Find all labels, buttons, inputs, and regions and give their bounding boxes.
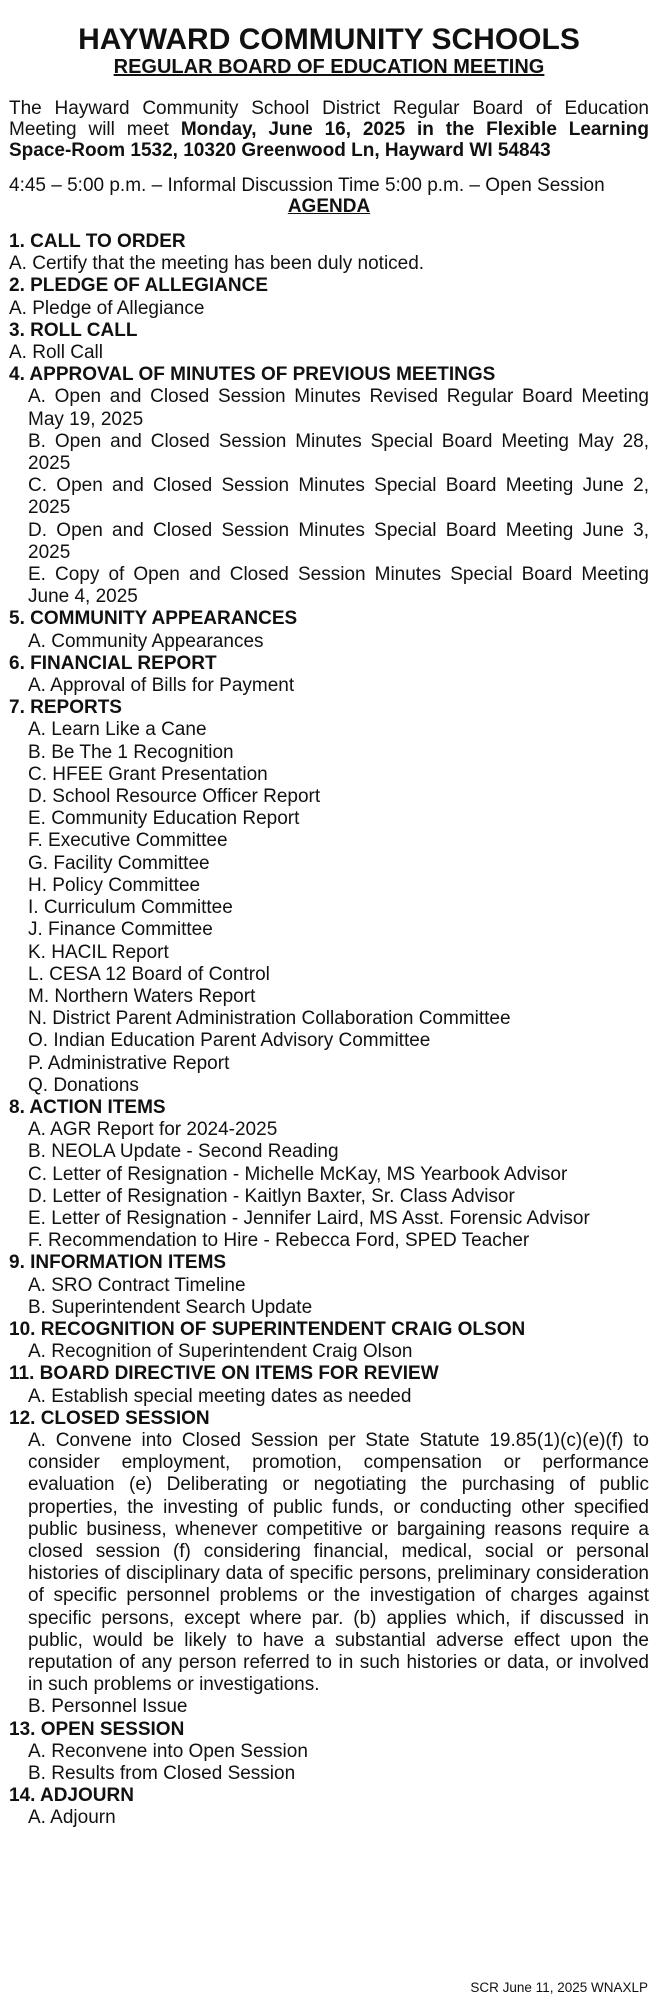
agenda-item: M. Northern Waters Report (28, 985, 256, 1007)
agenda-item: N. District Parent Administration Collaboration Committee (28, 1008, 511, 1030)
agenda-section-title: 10. RECOGNITION OF SUPERINTENDENT CRAIG OLSON (9, 1318, 526, 1340)
agenda-item: O. Indian Education Parent Advisory Committee (28, 1030, 431, 1052)
agenda-section-title: 8. ACTION ITEMS (9, 1096, 166, 1118)
agenda-section-title: 2. PLEDGE OF ALLEGIANCE (9, 275, 268, 297)
agenda-section-title: 9. INFORMATION ITEMS (9, 1252, 227, 1274)
agenda-item: L. CESA 12 Board of Control (28, 963, 270, 985)
agenda-item: D. Letter of Resignation - Kaitlyn Baxter, Sr. Class Advisor (28, 1185, 515, 1207)
page-subtitle: REGULAR BOARD OF EDUCATION MEETING (113, 56, 545, 78)
agenda-item: A. Adjourn (28, 1807, 116, 1829)
agenda-item: C. Open and Closed Session Minutes Special Board Meeting June 2, 2025 (28, 475, 649, 519)
agenda-section-title: 7. REPORTS (9, 697, 122, 719)
agenda-section (9, 1408, 649, 1719)
agenda-item: C. Letter of Resignation - Michelle McKay, MS Yearbook Advisor (28, 1163, 568, 1185)
agenda-item: H. Policy Committee (28, 874, 201, 896)
agenda-item: A. Establish special meeting dates as needed (28, 1385, 412, 1407)
agenda-item: P. Administrative Report (28, 1052, 230, 1074)
agenda-item: C. HFEE Grant Presentation (28, 763, 268, 785)
agenda-item: D. Open and Closed Session Minutes Special Board Meeting June 3, 2025 (28, 519, 649, 563)
agenda-item: B. Results from Closed Session (28, 1763, 296, 1785)
agenda-item: A. Reconvene into Open Session (28, 1740, 308, 1762)
agenda-item: A. Roll Call (9, 342, 103, 364)
agenda-item: B. Personnel Issue (28, 1696, 188, 1718)
agenda-item: E. Copy of Open and Closed Session Minutes Special Board Meeting June 4, 2025 (28, 564, 649, 608)
agenda-section-title: 14. ADJOURN (9, 1785, 134, 1807)
agenda-item: K. HACIL Report (28, 941, 169, 963)
intro-text: The Hayward Community School District Regular Board of Education Meeting will meet (9, 98, 649, 140)
agenda-section (9, 697, 649, 1097)
agenda-item: D. School Resource Officer Report (28, 786, 321, 808)
agenda-item: E. Community Education Report (28, 808, 300, 830)
agenda-item: E. Letter of Resignation - Jennifer Laird, MS Asst. Forensic Advisor (28, 1207, 590, 1229)
agenda-item: A. Community Appearances (28, 630, 264, 652)
agenda-section (9, 231, 649, 275)
agenda-item: J. Finance Committee (28, 919, 213, 941)
agenda-item: A. Approval of Bills for Payment (28, 675, 295, 697)
agenda-item: I. Curriculum Committee (28, 897, 233, 919)
agenda-item: A. Certify that the meeting has been duly noticed. (9, 253, 425, 275)
page-title: HAYWARD COMMUNITY SCHOOLS (78, 23, 580, 56)
agenda-section (9, 1097, 649, 1252)
agenda-item: A. SRO Contract Timeline (28, 1274, 246, 1296)
agenda-section-title: 5. COMMUNITY APPEARANCES (9, 608, 298, 630)
agenda-section (9, 1319, 649, 1363)
agenda-list (9, 231, 649, 1830)
agenda-item: Q. Donations (28, 1074, 139, 1096)
agenda-section-title: 6. FINANCIAL REPORT (9, 652, 217, 674)
agenda-section (9, 1719, 649, 1786)
agenda-item: A. Open and Closed Session Minutes Revised Regular Board Meeting May 19, 2025 (28, 386, 649, 430)
agenda-item: A. AGR Report for 2024-2025 (28, 1119, 278, 1141)
agenda-item: A. Pledge of Allegiance (9, 297, 205, 319)
agenda-section (9, 364, 649, 608)
agenda-item: B. Superintendent Search Update (28, 1296, 313, 1318)
agenda-item: G. Facility Committee (28, 852, 210, 874)
agenda-section (9, 1252, 649, 1319)
intro-paragraph (9, 98, 649, 161)
agenda-item: B. Open and Closed Session Minutes Special Board Meeting May 28, 2025 (28, 430, 649, 475)
agenda-section-title: 3. ROLL CALL (9, 319, 138, 341)
agenda-section (9, 1363, 649, 1407)
agenda-section-title: 12. CLOSED SESSION (9, 1407, 210, 1429)
agenda-section (9, 320, 649, 364)
agenda-section (9, 275, 649, 319)
meeting-times: 4:45 – 5:00 p.m. – Informal Discussion Time 5:00 p.m. – Open Session (9, 175, 605, 196)
agenda-item: F. Recommendation to Hire - Rebecca Ford, SPED Teacher (28, 1230, 530, 1252)
agenda-section-title: 13. OPEN SESSION (9, 1718, 185, 1740)
agenda-item: A. Convene into Closed Session per State Statute 19.85(1)(c)(e)(f) to consider employment, promotion, compensation or performance evaluation (e) Deliberating or negotiating the purchasing of public properties, the investing of public funds, or conducting other specified public business, whenever competitive or bargaining reasons require a closed session (f) considering financial, medical, social or personal histories of disciplinary data of specific persons, preliminary consideration of specific personnel problems or the investigation of charges against specific persons, except where par. (b) applies which, if discussed in public, would be likely to have a substantial adverse effect upon the reputation of any person referred to in such histories or data, or involved in such problems or investigations. (28, 1429, 649, 1696)
agenda-section-title: 11. BOARD DIRECTIVE ON ITEMS FOR REVIEW (9, 1363, 439, 1385)
agenda-item: B. Be The 1 Recognition (28, 741, 234, 763)
agenda-item: A. Recognition of Superintendent Craig Olson (28, 1341, 413, 1363)
agenda-section-title: 4. APPROVAL OF MINUTES OF PREVIOUS MEETINGS (9, 364, 496, 386)
publication-footer: SCR June 11, 2025 WNAXLP (470, 1980, 648, 1995)
agenda-heading: AGENDA (287, 196, 371, 217)
agenda-section-title: 1. CALL TO ORDER (9, 231, 186, 252)
agenda-item: F. Executive Committee (28, 830, 228, 852)
agenda-item: B. NEOLA Update - Second Reading (28, 1141, 339, 1163)
agenda-item: A. Learn Like a Cane (28, 719, 207, 741)
agenda-section (9, 1785, 649, 1829)
agenda-section (9, 653, 649, 697)
intro-date-location: Monday, June 16, 2025 in the Flexible Learning Space-Room 1532, 10320 Greenwood Ln, Hayward WI 54843 (9, 119, 649, 161)
agenda-section (9, 608, 649, 652)
